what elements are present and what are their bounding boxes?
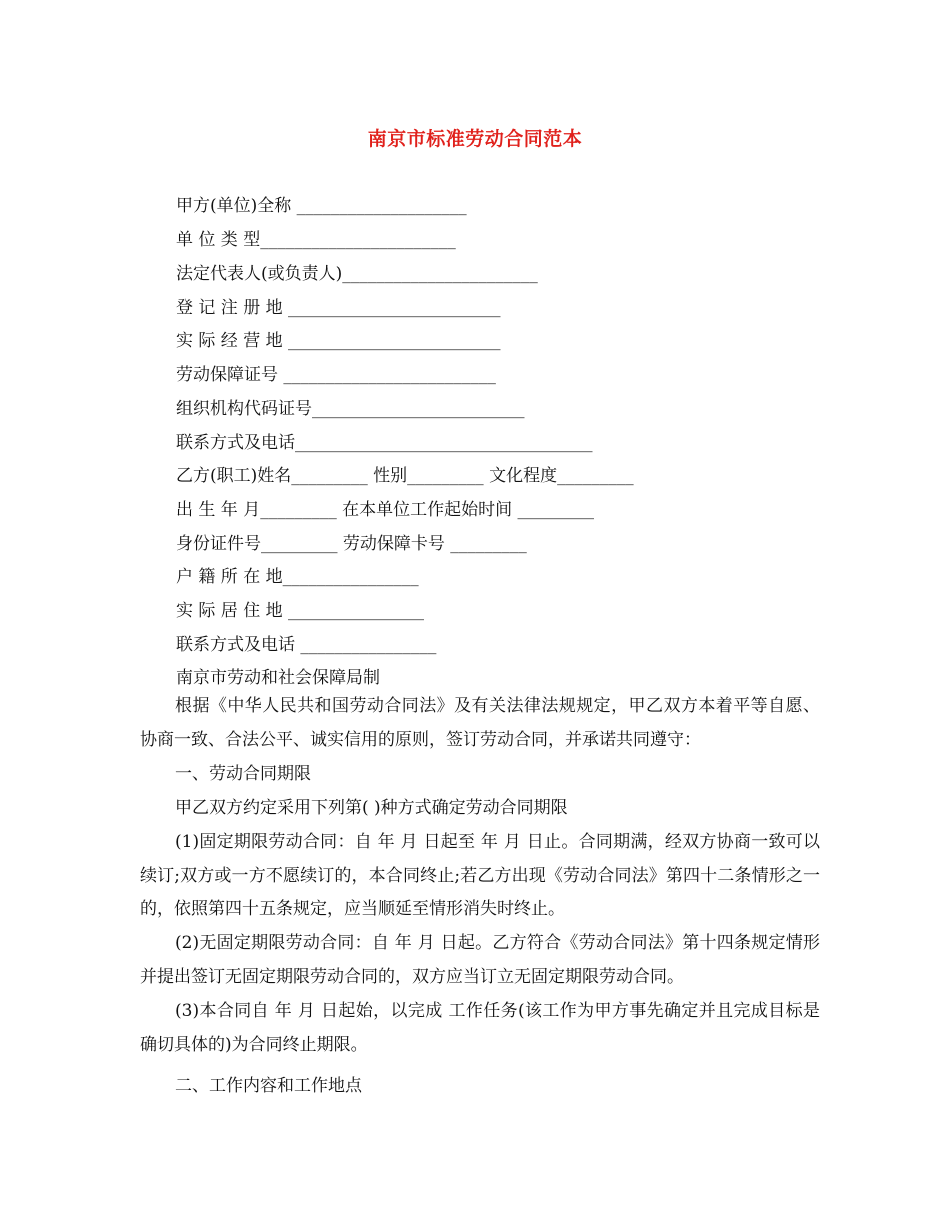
task-based-term-paragraph: (3)本合同自 年 月 日起始，以完成 工作任务(该工作为甲方事先确定并且完成目标是确切具体的)为合同终止期限。 [140,1001,820,1055]
field-employee-name-gender-education: 乙方(职工)姓名_________ 性别_________ 文化程度_________ [176,466,634,486]
fixed-term-paragraph: (1)固定期限劳动合同：自 年 月 日起至 年 月 日止。合同期满，经双方协商一致可以续订;双方或一方不愿续订的，本合同终止;若乙方出现《劳动合同法》第四十二条情形之一的，依照第四十五条规定，应当顺延至情形消失时终止。 [140,832,820,919]
field-birth-date-start-time: 出 生 年 月_________ 在本单位工作起始时间 _________ [176,500,595,520]
field-unit-type: 单 位 类 型_______________________ [176,230,456,250]
section-heading-work-content: 二、工作内容和工作地点 [175,1076,362,1096]
field-legal-representative: 法定代表人(或负责人)_______________________ [176,264,538,284]
field-residence: 实 际 居 住 地 ________________ [176,601,425,621]
field-employee-contact: 联系方式及电话 ________________ [176,635,437,655]
term-method-paragraph: 甲乙双方约定采用下列第( )种方式确定劳动合同期限 [175,798,568,818]
field-registered-address: 登 记 注 册 地 _________________________ [176,298,501,318]
field-id-number-security-card: 身份证件号_________ 劳动保障卡号 _________ [176,534,527,554]
preamble-paragraph: 根据《中华人民共和国劳动合同法》及有关法律法规规定，甲乙双方本着平等自愿、协商一致、合法公平、诚实信用的原则，签订劳动合同，并承诺共同遵守： [140,696,820,750]
section-heading-term: 一、劳动合同期限 [175,764,311,784]
field-business-address: 实 际 经 营 地 _________________________ [176,331,501,351]
field-household-registration: 户 籍 所 在 地________________ [176,567,419,587]
issuer-line: 南京市劳动和社会保障局制 [176,668,380,688]
open-ended-term-paragraph: (2)无固定期限劳动合同：自 年 月 日起。乙方符合《劳动合同法》第十四条规定情形并提出签订无固定期限劳动合同的，双方应当订立无固定期限劳动合同。 [140,933,820,987]
field-labor-security-number: 劳动保障证号 _________________________ [176,365,496,385]
field-employer-name: 甲方(单位)全称 ____________________ [176,196,467,216]
document-title: 南京市标准劳动合同范本 [367,128,583,150]
field-employer-contact: 联系方式及电话___________________________________ [176,433,593,453]
field-organization-code: 组织机构代码证号_________________________ [176,399,525,419]
